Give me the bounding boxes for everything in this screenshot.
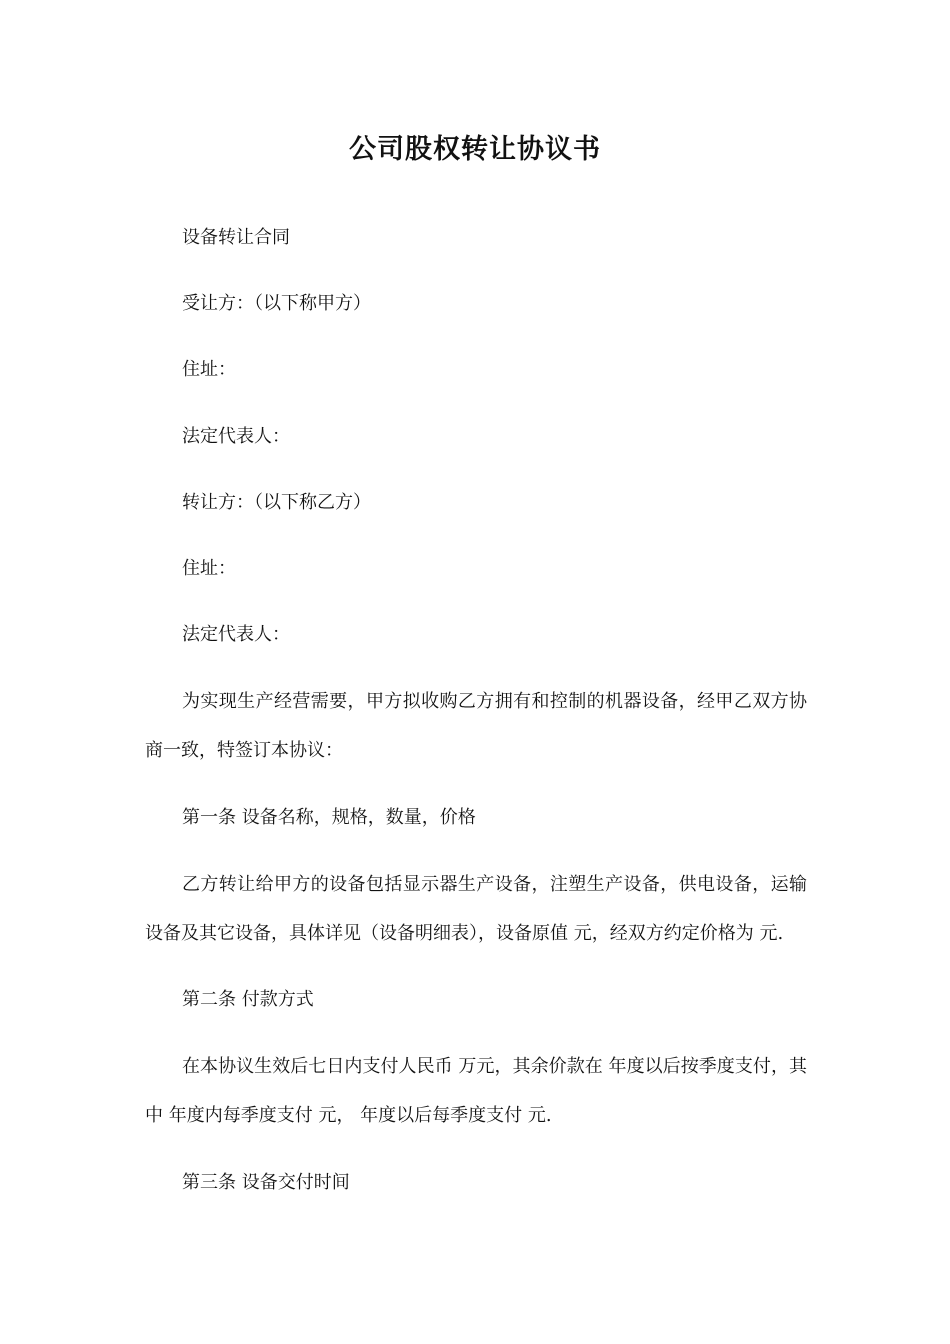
- document-title: 公司股权转让协议书: [349, 134, 601, 165]
- article-1-heading: 第一条 设备名称，规格，数量，价格: [182, 807, 476, 828]
- paragraph-transferee-representative: 法定代表人：: [182, 426, 290, 447]
- article-3-heading: 第三条 设备交付时间: [182, 1172, 350, 1193]
- article-2-body: 在本协议生效后七日内支付人民币 万元，其余价款在 年度以后按季度支付，其中 年度内每季度支付 元， 年度以后每季度支付 元.: [145, 1056, 807, 1126]
- paragraph-transferor-address: 住址：: [182, 558, 236, 579]
- paragraph-contract-heading: 设备转让合同: [182, 227, 290, 248]
- paragraph-preamble: 为实现生产经营需要，甲方拟收购乙方拥有和控制的机器设备，经甲乙双方协商一致，特签订本协议：: [145, 691, 807, 761]
- paragraph-transferee-address: 住址：: [182, 359, 236, 380]
- article-1-body: 乙方转让给甲方的设备包括显示器生产设备，注塑生产设备，供电设备，运输设备及其它设备，具体详见（设备明细表），设备原值 元，经双方约定价格为 元.: [145, 874, 807, 944]
- article-2-heading: 第二条 付款方式: [182, 989, 314, 1010]
- paragraph-transferee: 受让方：（以下称甲方）: [182, 293, 371, 314]
- paragraph-transferor-representative: 法定代表人：: [182, 624, 290, 645]
- paragraph-transferor: 转让方：（以下称乙方）: [182, 492, 371, 513]
